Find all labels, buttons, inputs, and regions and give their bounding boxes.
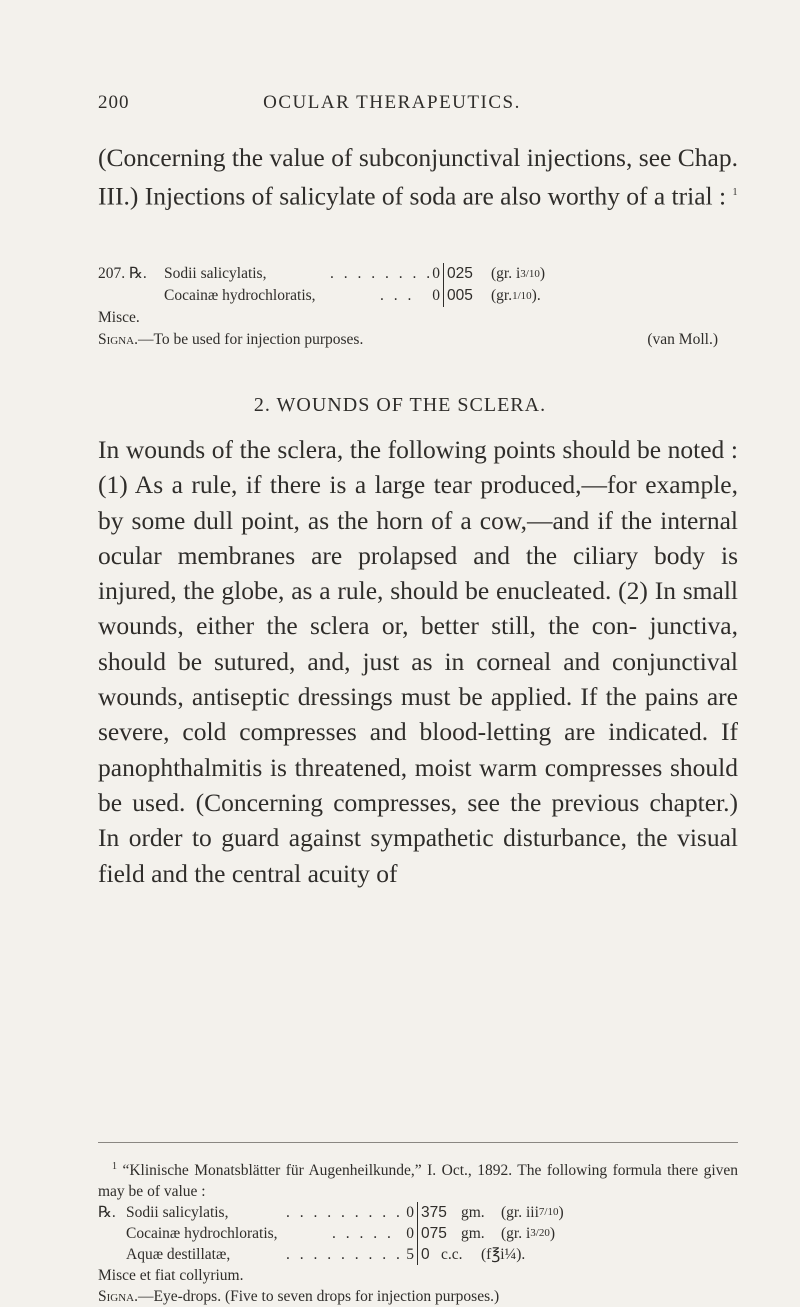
leader-dots: . . . . . . . . . xyxy=(286,1246,403,1264)
signa-line xyxy=(98,329,718,351)
footnote-citation: “Klinische Monatsblätter für Augenheilkunde,” I. Oct., 1892. The following formula there given may be of value : xyxy=(98,1162,739,1201)
footnote xyxy=(98,1156,738,1307)
body-paragraph: In wounds of the sclera, the following points should be noted : (1) As a rule, if there is a large tear produced,—for example, by some dull point, as the horn of a cow,—and if the internal ocular membranes are prolapsed and the ciliary body is injured, the globe, as a rule, should be enucleated. (2) In small wounds, either the sclera or, better still, the con- junctiva, should be sutured, and, just as in corneal and conjunctival wounds, antiseptic dressings must be applied. If the pains are severe, cold compresses and blood-letting are indicated. If panophthalmitis is threatened, moist warm compresses should be used. (Concerning compresses, see the previous chapter.) In order to guard against sympathetic disturbance, the visual field and the central acuity of xyxy=(98,435,738,888)
signa-text: —Eye-drops. (Five to seven drops for injection purposes.) xyxy=(138,1288,500,1306)
rx-row xyxy=(98,1223,738,1244)
footnote-reference: 1 xyxy=(732,187,738,198)
grain-fraction: 3/10 xyxy=(520,268,540,280)
dose-decimal: 0 xyxy=(421,1246,430,1264)
dose-decimal: 375 xyxy=(421,1204,447,1222)
rx-symbol: ℞. xyxy=(98,1204,116,1222)
signa-label: Signa. xyxy=(98,1288,138,1306)
leader-dots: . . . . . . . . . xyxy=(286,1204,403,1222)
rx-row xyxy=(98,285,718,307)
grain-fraction: 1/10 xyxy=(512,290,532,302)
grain-close: ). xyxy=(531,287,541,304)
ingredient-name: Cocainæ hydrochloratis, xyxy=(164,287,316,304)
footnote-citation-line xyxy=(98,1156,738,1202)
dose-unit: gm. xyxy=(461,1225,485,1243)
grain-equivalent: (f℥i¼). xyxy=(481,1246,526,1264)
section-heading: 2. WOUNDS OF THE SCLERA. xyxy=(253,394,547,416)
rx-row xyxy=(98,1244,738,1265)
decimal-separator xyxy=(417,1223,418,1244)
ingredient-name: Sodii salicylatis, xyxy=(164,265,267,282)
misce-line: Misce et fiat collyrium. xyxy=(98,1267,244,1285)
intro-text: (Concerning the value of subconjunctival injections, see Chap. III.) Injections of salicylate of soda are also worthy of a trial : xyxy=(98,143,738,211)
ingredient-name: Aquæ destillatæ, xyxy=(126,1246,231,1264)
grain-equivalent: (gr. i xyxy=(501,1225,531,1243)
running-title: OCULAR THERAPEUTICS. xyxy=(263,92,521,113)
decimal-separator xyxy=(417,1244,418,1265)
rx-row xyxy=(98,1202,738,1223)
decimal-separator xyxy=(443,285,444,307)
dose-whole: 5 xyxy=(406,1246,414,1264)
footnote-divider xyxy=(98,1142,738,1143)
signa-text: —To be used for injection purposes. xyxy=(138,331,364,348)
dose-decimal: 075 xyxy=(421,1225,447,1243)
grain-equivalent: (gr. xyxy=(491,287,513,304)
grain-close: ) xyxy=(539,265,546,282)
dose-unit: c.c. xyxy=(441,1246,463,1264)
leader-dots: . . . xyxy=(380,287,415,304)
dose-whole: 0 xyxy=(432,265,440,282)
signa-label: Signa. xyxy=(98,331,138,348)
attribution: (van Moll.) xyxy=(647,331,718,348)
dose-whole: 0 xyxy=(406,1225,414,1243)
misce-line: Misce. xyxy=(98,309,140,326)
page-number: 200 xyxy=(98,92,130,113)
intro-paragraph xyxy=(98,140,738,214)
footnote-marker: 1 xyxy=(112,1161,117,1172)
dose-whole: 0 xyxy=(406,1204,414,1222)
decimal-separator xyxy=(417,1202,418,1223)
grain-close: ) xyxy=(549,1225,556,1243)
grain-fraction: 7/10 xyxy=(538,1206,559,1219)
grain-equivalent: (gr. i xyxy=(491,265,521,282)
dose-decimal: 005 xyxy=(447,287,473,304)
dose-decimal: 025 xyxy=(447,265,473,282)
prescription-207 xyxy=(98,263,718,351)
dose-unit: gm. xyxy=(461,1204,485,1222)
leader-dots: . . . . . . . . xyxy=(330,265,434,282)
grain-fraction: 3/20 xyxy=(530,1227,550,1240)
grain-equivalent: (gr. iii xyxy=(501,1204,539,1222)
decimal-separator xyxy=(443,263,444,285)
dose-whole: 0 xyxy=(432,287,440,304)
ingredient-name: Cocainæ hydrochloratis, xyxy=(126,1225,278,1243)
page-header xyxy=(98,92,736,114)
leader-dots: . . . . . xyxy=(332,1225,394,1243)
grain-close: ) xyxy=(558,1204,564,1222)
rx-number: 207. ℞. xyxy=(98,265,147,282)
rx-row xyxy=(98,263,718,285)
ingredient-name: Sodii salicylatis, xyxy=(126,1204,229,1222)
